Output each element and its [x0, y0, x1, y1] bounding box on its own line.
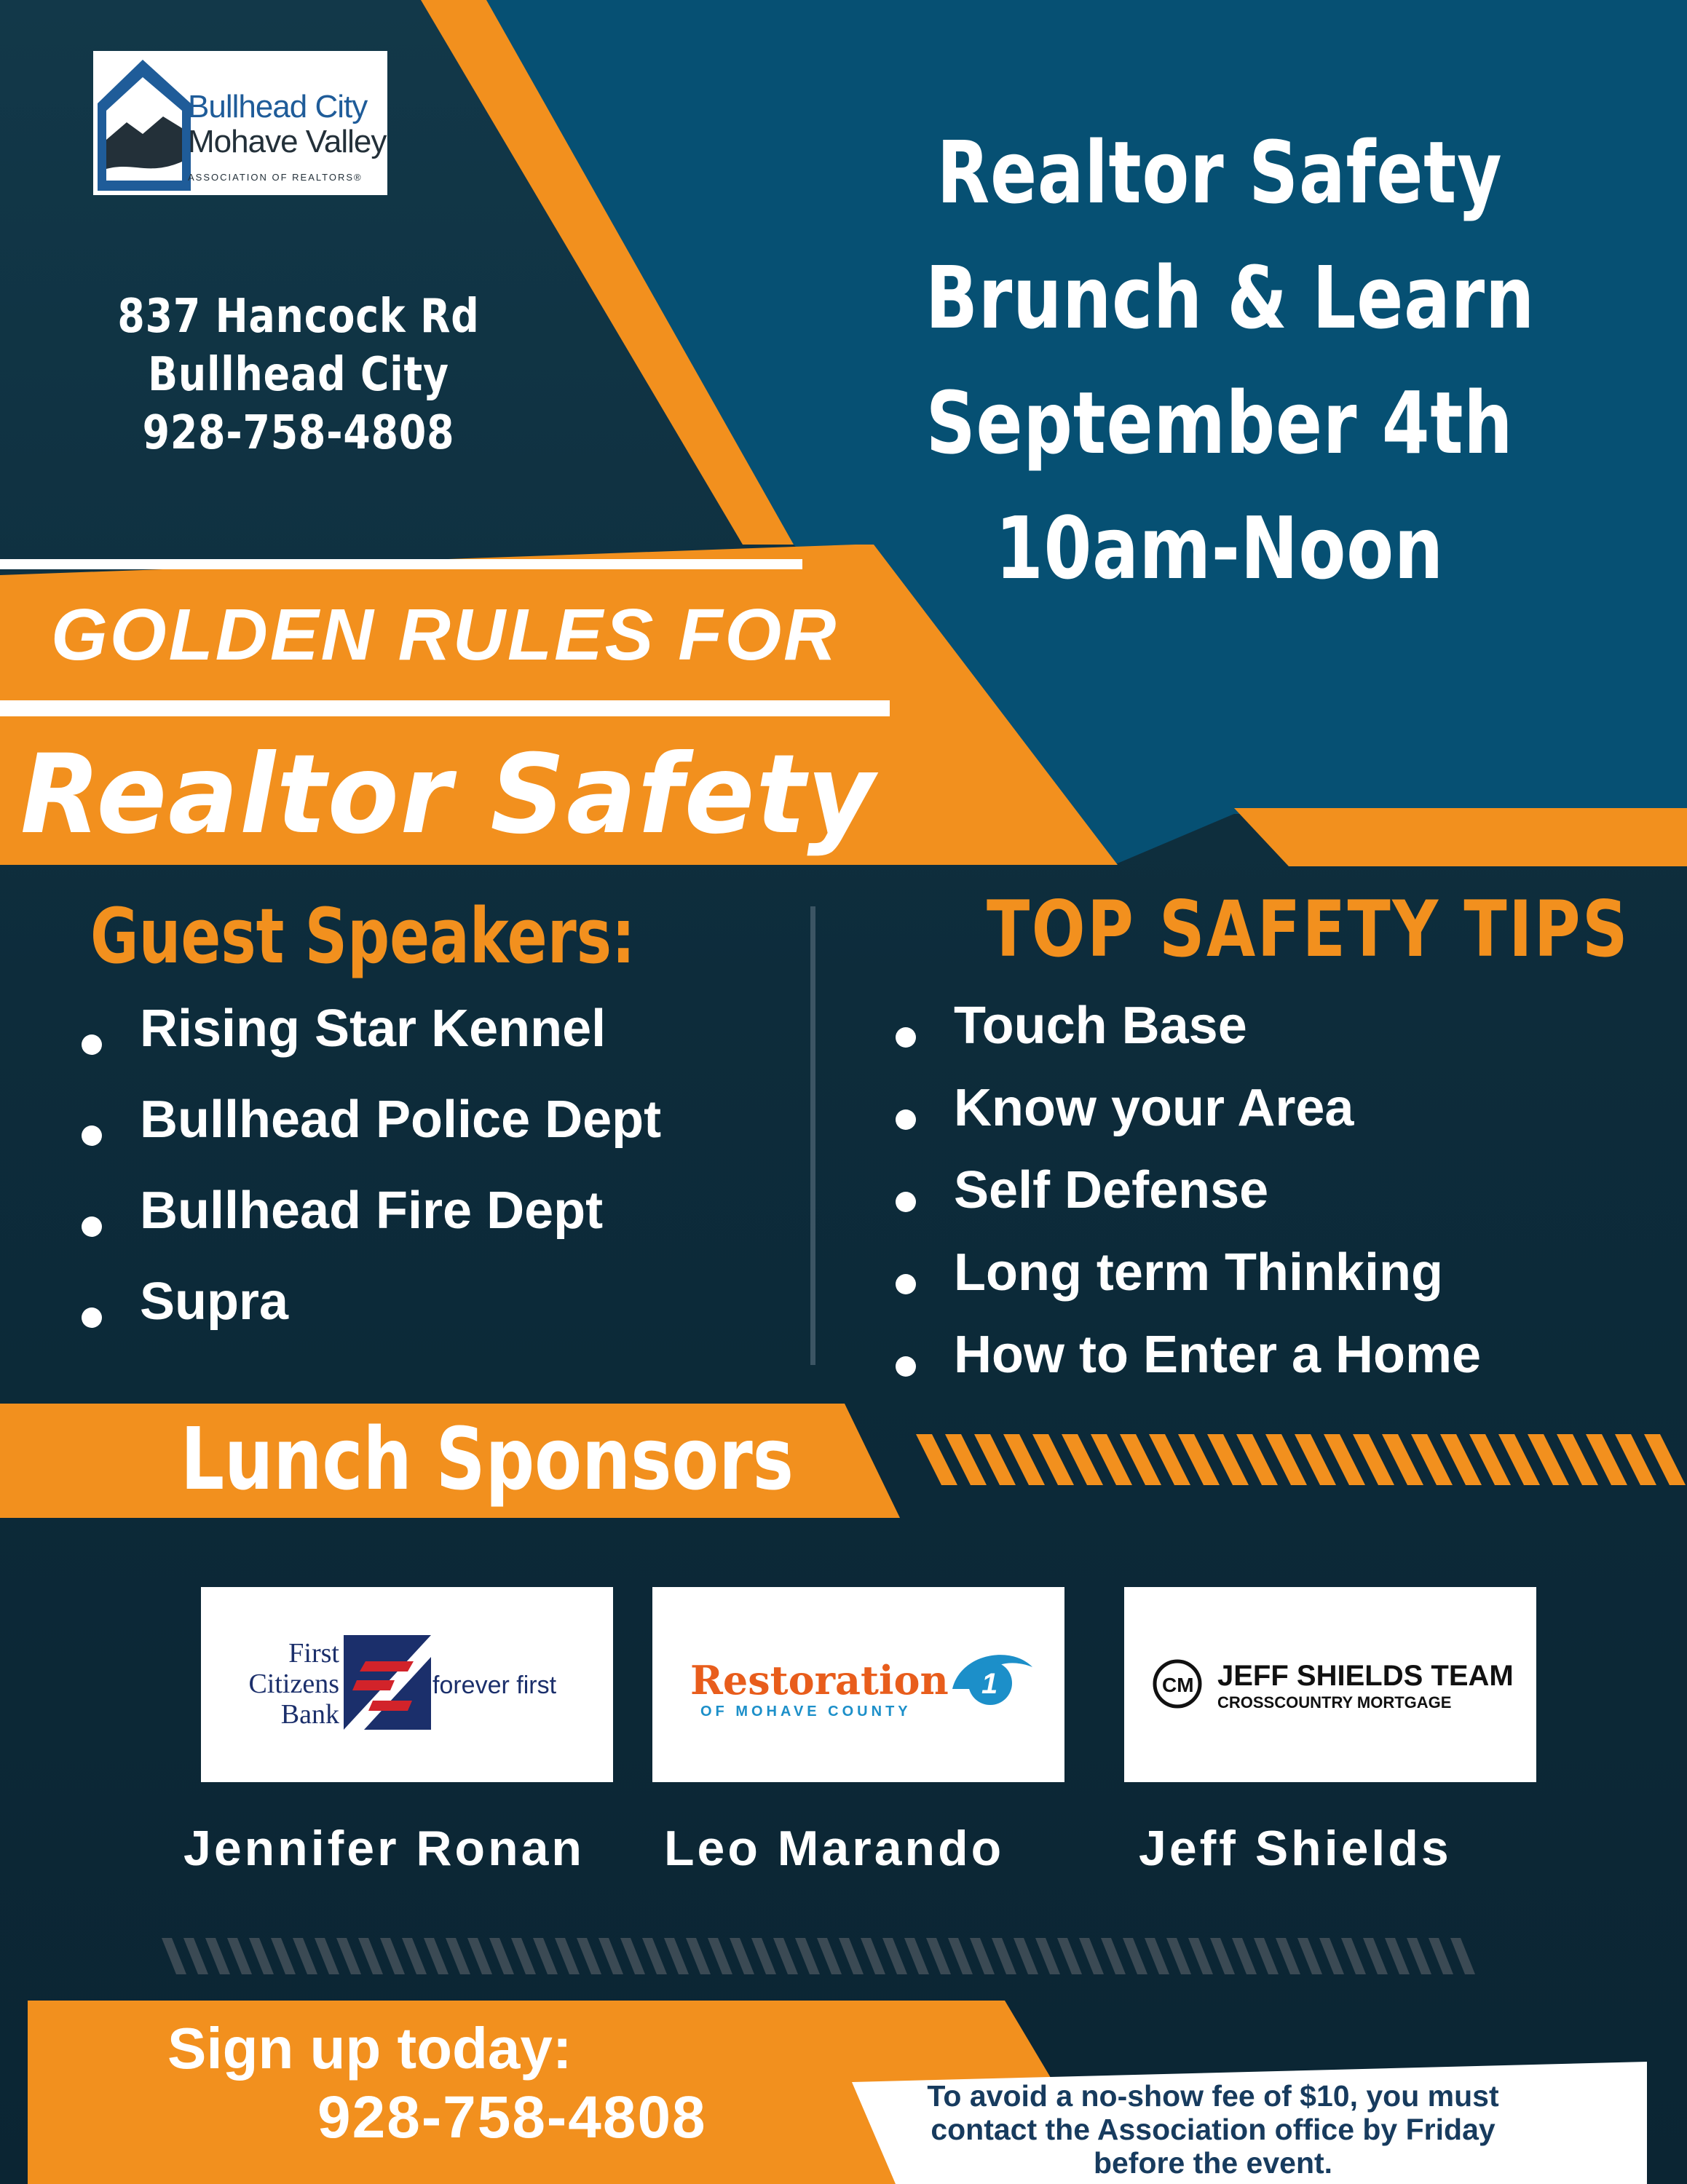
logo-line-3: ASSOCIATION OF REALTORS® [188, 172, 363, 183]
ff-shield-icon [344, 1635, 431, 1730]
banner-kicker: GOLDEN RULES FOR [51, 594, 839, 676]
list-item: Touch Base [896, 994, 1481, 1077]
bullet-icon [896, 1356, 916, 1377]
fcb-tagline: forever first [432, 1671, 557, 1699]
signup-label: Sign up today: [167, 2016, 572, 2081]
bullet-icon [82, 1216, 102, 1237]
sponsor-contact-2: Leo Marando [664, 1821, 1005, 1876]
logo-line-1: Bullhead City [188, 89, 368, 124]
restoration-wordmark: Restoration [690, 1657, 949, 1704]
sponsor-logo-jeff-shields [1124, 1587, 1536, 1782]
crosscountry-mortgage-text: CROSSCOUNTRY MORTGAGE [1217, 1693, 1452, 1712]
sponsor-logo-first-citizens [201, 1587, 613, 1782]
notice-line-3: before the event. [1093, 2146, 1333, 2180]
event-date: September 4th [925, 373, 1514, 473]
house-mountain-icon [98, 52, 192, 191]
cm-badge-icon [1152, 1658, 1203, 1709]
notice-line-2: contact the Association office by Friday [931, 2113, 1496, 2146]
wave-icon [947, 1645, 1041, 1711]
list-item: Know your Area [896, 1077, 1481, 1159]
fcb-logo-text: First Citizens Bank [248, 1638, 339, 1730]
list-item: Rising Star Kennel [82, 997, 661, 1088]
safety-tips-heading: TOP SAFETY TIPS [987, 885, 1630, 974]
banner-title: Realtor Safety [20, 732, 877, 858]
event-time: 10am-Noon [995, 498, 1444, 598]
list-item: Supra [82, 1270, 661, 1361]
guest-speakers-list [82, 997, 661, 1361]
restoration-subtitle: OF MOHAVE COUNTY [700, 1704, 912, 1720]
signup-phone: 928-758-4808 [317, 2084, 707, 2151]
list-item: Bullhead Fire Dept [82, 1179, 661, 1270]
sponsor-logo-restoration [652, 1587, 1064, 1782]
event-title-line-1: Realtor Safety [936, 122, 1503, 223]
logo-line-2: Mohave Valley [188, 124, 387, 159]
list-item: Bullhead Police Dept [82, 1088, 661, 1179]
bullet-icon [896, 1274, 916, 1294]
guest-speakers-heading: Guest Speakers: [90, 892, 636, 981]
address-street: 837 Hancock Rd [117, 290, 480, 344]
event-title-line-2: Brunch & Learn [925, 248, 1535, 348]
jeff-shields-team-wordmark: JEFF SHIELDS TEAM [1217, 1660, 1514, 1692]
list-item: How to Enter a Home [896, 1324, 1481, 1406]
bullet-icon [896, 1192, 916, 1212]
safety-tips-list [896, 994, 1481, 1406]
svg-text:1: 1 [981, 1668, 998, 1700]
bullet-icon [82, 1307, 102, 1328]
sponsor-contact-3: Jeff Shields [1139, 1821, 1452, 1876]
address-city: Bullhead City [148, 348, 449, 402]
sponsor-contact-1: Jennifer Ronan [183, 1821, 585, 1876]
svg-text:CM: CM [1162, 1674, 1194, 1696]
notice-line-1: To avoid a no-show fee of $10, you must [927, 2079, 1499, 2113]
bullet-icon [82, 1034, 102, 1055]
bullet-icon [82, 1125, 102, 1146]
bullet-icon [896, 1109, 916, 1130]
lunch-sponsors-heading: Lunch Sponsors [181, 1409, 794, 1509]
bullet-icon [896, 1027, 916, 1048]
list-item: Long term Thinking [896, 1241, 1481, 1324]
list-item: Self Defense [896, 1159, 1481, 1241]
address-phone: 928-758-4808 [142, 406, 455, 460]
